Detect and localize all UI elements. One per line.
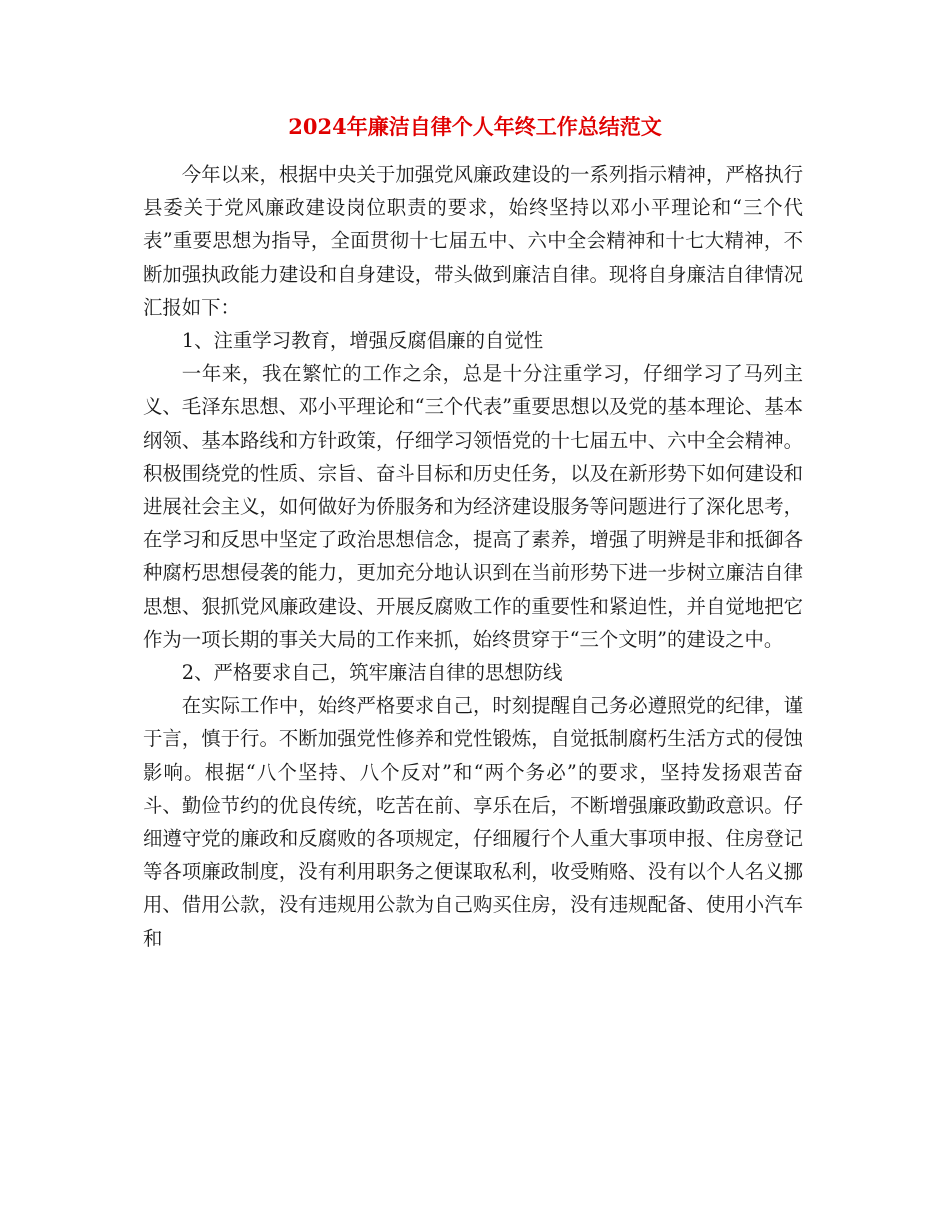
section-2-paragraph: 在实际工作中，始终严格要求自己，时刻提醒自己务必遵照党的纪律，谨于言，慎于行。不断加强党性修养和党性锻炼，自觉抵制腐朽生活方式的侵蚀影响。根据“八个坚持、八个反对”和“两个务必”的要求，坚持发扬艰苦奋斗、勤俭节约的优良传统，吃苦在前、享乐在后，不断增强廉政勤政意识。仔细遵守党的廉政和反腐败的各项规定，仔细履行个人重大事项申报、住房登记等各项廉政制度，没有利用职务之便谋取私利，收受贿赂、没有以个人名义挪用、借用公款，没有违规用公款为自己购买住房，没有违规配备、使用小汽车和 — [143, 694, 803, 950]
section-heading-2: 2、严格要求自己，筑牢廉洁自律的思想防线 — [181, 661, 563, 685]
section-1-paragraph: 一年来，我在繁忙的工作之余，总是十分注重学习，仔细学习了马列主义、毛泽东思想、邓小平理论和“三个代表”重要思想以及党的基本理论、基本纲领、基本路线和方针政策，仔细学习领悟党的十七届五中、六中全会精神。积极围绕党的性质、宗旨、奋斗目标和历史任务，以及在新形势下如何建设和进展社会主义，如何做好为侨服务和为经济建设服务等问题进行了深化思考，在学习和反思中坚定了政治思想信念，提高了素养，增强了明辨是非和抵御各种腐朽思想侵袭的能力，更加充分地认识到在当前形势下进一步树立廉洁自律思想、狠抓党风廉政建设、开展反腐败工作的重要性和紧迫性，并自觉地把它作为一项长期的事关大局的工作来抓，始终贯穿于“三个文明”的建设之中。 — [143, 362, 803, 651]
section-heading-1: 1、注重学习教育，增强反腐倡廉的自觉性 — [181, 329, 544, 353]
document-body — [143, 158, 803, 955]
document-title: 2024年廉洁自律个人年终工作总结范文 — [288, 114, 662, 139]
intro-paragraph: 今年以来，根据中央关于加强党风廉政建设的一系列指示精神，严格执行县委关于党风廉政建设岗位职责的要求，始终坚持以邓小平理论和“三个代表”重要思想为指导，全面贯彻十七届五中、六中全会精神和十七大精神，不断加强执政能力建设和自身建设，带头做到廉洁自律。现将自身廉洁自律情况汇报如下： — [143, 163, 803, 319]
